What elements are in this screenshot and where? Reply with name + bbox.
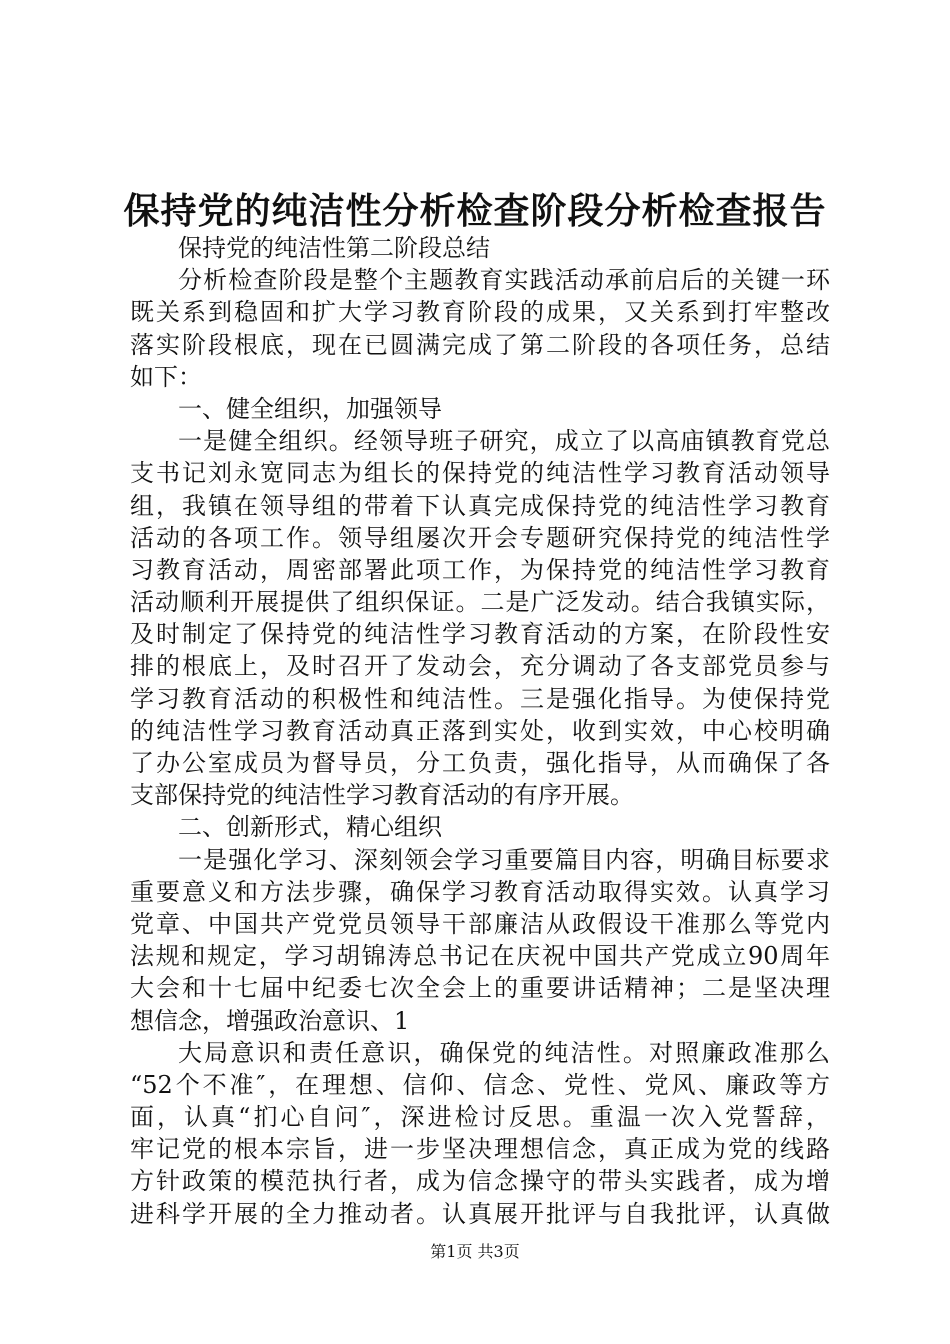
text-line: 重要意义和方法步骤，确保学习教育活动取得实效。认真学习 <box>130 877 830 906</box>
text-line: 一、健全组织，加强领导 <box>178 394 442 423</box>
text-line: 二、创新形式，精心组织 <box>178 813 442 842</box>
text-line: 进科学开展的全力推动者。认真展开批评与自我批评，认真做 <box>130 1199 830 1228</box>
text-line: “52个不准″，在理想、信仰、信念、党性、党风、廉政等方 <box>130 1070 830 1099</box>
text-line: 想信念，增强政治意识、1 <box>130 1006 410 1035</box>
text-line: 大局意识和责任意识，确保党的纯洁性。对照廉政准那么 <box>178 1038 830 1067</box>
text-line: 保持党的纯洁性第二阶段总结 <box>178 234 490 262</box>
text-line: 既关系到稳固和扩大学习教育阶段的成果，又关系到打牢整改 <box>130 298 830 327</box>
text-line: 牢记党的根本宗旨，进一步坚决理想信念，真正成为党的线路 <box>130 1135 830 1164</box>
text-line: 方针政策的模范执行者，成为信念操守的带头实践者，成为增 <box>130 1167 830 1196</box>
text-line: 及时制定了保持党的纯洁性学习教育活动的方案，在阶段性安 <box>130 620 830 649</box>
text-line: 排的根底上，及时召开了发动会，充分调动了各支部党员参与 <box>130 652 830 681</box>
text-line: 了办公室成员为督导员，分工负责，强化指导，从而确保了各 <box>130 749 830 777</box>
document-body <box>130 232 830 1230</box>
text-line: 的纯洁性学习教育活动真正落到实处，收到实效，中心校明确 <box>130 716 830 745</box>
text-line: 落实阶段根底，现在已圆满完成了第二阶段的各项任务，总结 <box>130 330 830 359</box>
text-line: 支部保持党的纯洁性学习教育活动的有序开展。 <box>130 781 634 810</box>
text-line: 面，认真“扪心自问″，深进检讨反思。重温一次入党誓辞， <box>130 1103 830 1132</box>
text-line: 习教育活动，周密部署此项工作，为保持党的纯洁性学习教育 <box>130 555 830 584</box>
text-line: 分析检查阶段是整个主题教育实践活动承前启后的关键一环 <box>178 266 830 295</box>
text-line: 活动顺利开展提供了组织保证。二是广泛发动。结合我镇实际， <box>130 588 830 617</box>
text-line: 一是健全组织。经领导班子研究，成立了以高庙镇教育党总 <box>178 427 830 456</box>
page-footer: 第1页 共3页 <box>430 1242 520 1261</box>
text-line: 如下： <box>130 362 202 391</box>
text-line: 党章、中国共产党党员领导干部廉洁从政假设干准那么等党内 <box>130 909 830 938</box>
text-line: 支书记刘永宽同志为组长的保持党的纯洁性学习教育活动领导 <box>130 459 830 488</box>
text-line: 一是强化学习、深刻领会学习重要篇目内容，明确目标要求 <box>178 845 830 874</box>
text-line: 组，我镇在领导组的带着下认真完成保持党的纯洁性学习教育 <box>130 491 830 520</box>
page-title: 保持党的纯洁性分析检查阶段分析检查报告 <box>123 190 827 232</box>
text-line: 活动的各项工作。领导组屡次开会专题研究保持党的纯洁性学 <box>130 523 830 552</box>
text-line: 学习教育活动的积极性和纯洁性。三是强化指导。为使保持党 <box>130 684 830 713</box>
text-line: 法规和规定，学习胡锦涛总书记在庆祝中国共产党成立90周年 <box>130 942 830 971</box>
text-line: 大会和十七届中纪委七次全会上的重要讲话精神；二是坚决理 <box>130 974 830 1003</box>
